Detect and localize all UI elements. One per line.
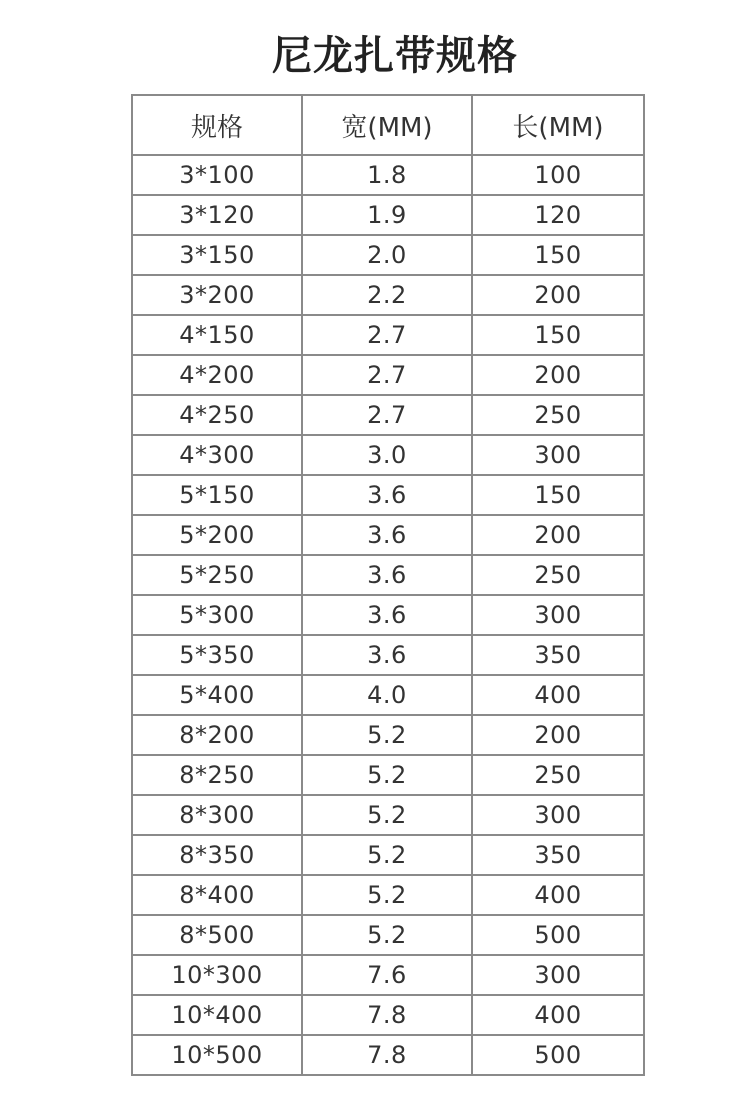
cell-spec: 5*300	[132, 595, 302, 635]
cell-length: 200	[472, 515, 644, 555]
header-width: 宽(MM)	[302, 95, 472, 155]
cell-width: 3.6	[302, 595, 472, 635]
page-title: 尼龙扎带规格	[272, 33, 518, 79]
cell-length: 400	[472, 875, 644, 915]
cell-length: 200	[472, 355, 644, 395]
spec-table-body	[132, 155, 644, 1075]
table-row	[132, 315, 644, 355]
cell-length: 500	[472, 1035, 644, 1075]
cell-width: 1.8	[302, 155, 472, 195]
cell-length: 200	[472, 275, 644, 315]
cell-width: 3.6	[302, 555, 472, 595]
cell-length: 200	[472, 715, 644, 755]
table-row	[132, 715, 644, 755]
cell-spec: 10*300	[132, 955, 302, 995]
cell-width: 1.9	[302, 195, 472, 235]
cell-spec: 4*150	[132, 315, 302, 355]
cell-spec: 8*250	[132, 755, 302, 795]
cell-length: 300	[472, 435, 644, 475]
cell-length: 150	[472, 235, 644, 275]
cell-width: 3.6	[302, 515, 472, 555]
table-row	[132, 515, 644, 555]
cell-width: 2.7	[302, 395, 472, 435]
table-row	[132, 875, 644, 915]
cell-spec: 3*200	[132, 275, 302, 315]
cell-length: 250	[472, 555, 644, 595]
cell-spec: 8*350	[132, 835, 302, 875]
table-row	[132, 355, 644, 395]
cell-width: 3.6	[302, 475, 472, 515]
cell-width: 5.2	[302, 715, 472, 755]
cell-width: 2.0	[302, 235, 472, 275]
cell-width: 4.0	[302, 675, 472, 715]
table-row	[132, 995, 644, 1035]
cell-length: 120	[472, 195, 644, 235]
cell-spec: 5*150	[132, 475, 302, 515]
table-row	[132, 835, 644, 875]
cell-width: 2.2	[302, 275, 472, 315]
table-row	[132, 955, 644, 995]
cell-length: 400	[472, 675, 644, 715]
cell-spec: 10*500	[132, 1035, 302, 1075]
cell-length: 300	[472, 795, 644, 835]
cell-width: 5.2	[302, 795, 472, 835]
cell-width: 7.6	[302, 955, 472, 995]
cell-length: 300	[472, 955, 644, 995]
table-row	[132, 435, 644, 475]
table-row	[132, 195, 644, 235]
header-row	[132, 95, 644, 155]
header-spec: 规格	[132, 95, 302, 155]
cell-spec: 4*300	[132, 435, 302, 475]
cell-spec: 10*400	[132, 995, 302, 1035]
cell-length: 500	[472, 915, 644, 955]
cell-spec: 4*250	[132, 395, 302, 435]
cell-spec: 8*400	[132, 875, 302, 915]
cell-width: 2.7	[302, 315, 472, 355]
cell-length: 150	[472, 315, 644, 355]
table-row	[132, 1035, 644, 1075]
table-row	[132, 675, 644, 715]
cell-spec: 3*100	[132, 155, 302, 195]
cell-length: 350	[472, 635, 644, 675]
table-row	[132, 555, 644, 595]
cell-length: 150	[472, 475, 644, 515]
cell-width: 5.2	[302, 835, 472, 875]
cell-spec: 5*350	[132, 635, 302, 675]
cell-width: 5.2	[302, 915, 472, 955]
cell-length: 100	[472, 155, 644, 195]
cell-spec: 8*300	[132, 795, 302, 835]
cell-spec: 3*120	[132, 195, 302, 235]
cell-length: 300	[472, 595, 644, 635]
cell-spec: 3*150	[132, 235, 302, 275]
cell-width: 3.0	[302, 435, 472, 475]
cell-length: 250	[472, 755, 644, 795]
cell-width: 3.6	[302, 635, 472, 675]
table-row	[132, 595, 644, 635]
cell-spec: 8*200	[132, 715, 302, 755]
table-row	[132, 395, 644, 435]
cell-length: 250	[472, 395, 644, 435]
cell-width: 5.2	[302, 755, 472, 795]
cell-length: 350	[472, 835, 644, 875]
cell-spec: 5*400	[132, 675, 302, 715]
header-length: 长(MM)	[472, 95, 644, 155]
table-row	[132, 915, 644, 955]
cell-width: 2.7	[302, 355, 472, 395]
spec-table	[131, 94, 645, 1076]
cell-width: 7.8	[302, 1035, 472, 1075]
table-row	[132, 235, 644, 275]
spec-table-header	[132, 95, 644, 155]
cell-length: 400	[472, 995, 644, 1035]
table-row	[132, 755, 644, 795]
table-row	[132, 475, 644, 515]
cell-width: 7.8	[302, 995, 472, 1035]
table-row	[132, 275, 644, 315]
cell-spec: 5*200	[132, 515, 302, 555]
table-row	[132, 155, 644, 195]
table-row	[132, 635, 644, 675]
cell-spec: 8*500	[132, 915, 302, 955]
cell-width: 5.2	[302, 875, 472, 915]
cell-spec: 4*200	[132, 355, 302, 395]
table-row	[132, 795, 644, 835]
cell-spec: 5*250	[132, 555, 302, 595]
